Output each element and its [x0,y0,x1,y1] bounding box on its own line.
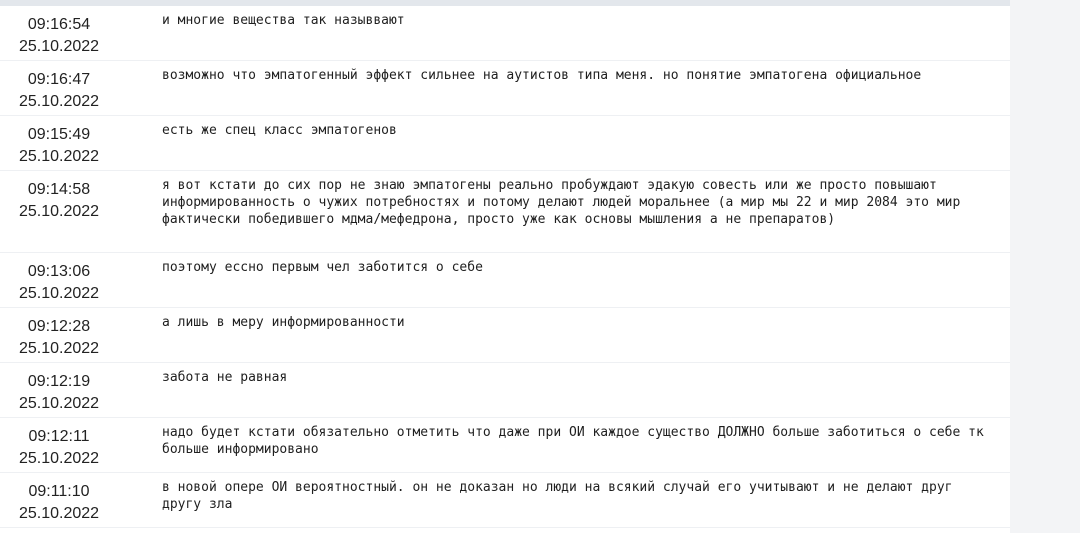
message-timestamp [0,179,118,223]
message-date: 25.10.2022 [18,340,100,357]
message-row [0,171,1010,253]
message-timestamp [0,371,118,415]
message-time: 09:12:28 [27,318,91,335]
message-row [0,253,1010,308]
message-date: 25.10.2022 [18,505,100,522]
message-text: а лишь в меру информированности [162,315,405,330]
message-time: 09:12:19 [27,373,91,390]
message-log[interactable] [0,6,1010,533]
message-text: возможно что эмпатогенный эффект сильнее на аутистов типа меня. но понятие эмпатогена официальное [162,68,922,83]
message-date: 25.10.2022 [18,148,100,165]
message-date: 25.10.2022 [18,285,100,302]
message-text: в новой опере ОИ вероятностный. он не доказан но люди на всякий случай его учитывают и не делают друг другу зла [162,480,953,512]
message-text: есть же спец класс эмпатогенов [162,123,397,138]
message-date: 25.10.2022 [18,38,100,55]
message-timestamp [0,14,118,58]
message-text: поэтому ессно первым чел заботится о себе [162,260,483,275]
message-row [0,116,1010,171]
message-row [0,6,1010,61]
message-date: 25.10.2022 [18,93,100,110]
message-row [0,61,1010,116]
message-timestamp [0,261,118,305]
message-text: надо будет кстати обязательно отметить что даже при ОИ каждое существо ДОЛЖНО больше заботиться о себе тк больше информировано [162,425,984,457]
message-date: 25.10.2022 [18,395,100,412]
right-gutter [1010,0,1080,533]
message-timestamp [0,426,118,470]
message-text: забота не равная [162,370,288,385]
message-time: 09:11:10 [28,483,90,500]
message-timestamp [0,69,118,113]
message-timestamp [0,124,118,168]
message-row [0,308,1010,363]
message-time: 09:13:06 [27,263,91,280]
message-time: 09:12:11 [28,428,90,445]
message-row [0,418,1010,473]
message-row [0,473,1010,528]
message-time: 09:15:49 [27,126,91,143]
message-row [0,363,1010,418]
message-text: я вот кстати до сих пор не знаю эмпатогены реально пробуждают эдакую совесть или же просто повышают информированность о чужих потребностях и потому делают людей моральнее (а мир мы 22 и мир 2084 это мир фактически победившего мдма/мефедрона, просто уже как основы мышления а не препаратов) [162,178,961,227]
message-time: 09:16:47 [27,71,91,88]
message-time: 09:16:54 [27,16,91,33]
message-timestamp [0,481,118,525]
message-date: 25.10.2022 [18,203,100,220]
message-text: и многие вещества так назыввают [162,13,405,28]
message-date: 25.10.2022 [18,450,100,467]
message-timestamp [0,316,118,360]
message-time: 09:14:58 [27,181,91,198]
